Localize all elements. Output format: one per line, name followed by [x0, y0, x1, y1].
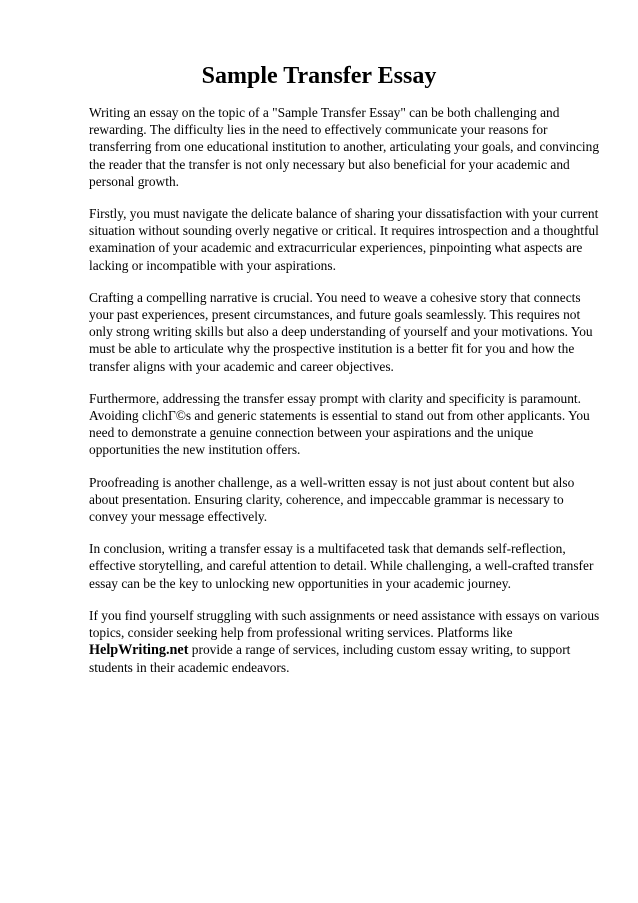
paragraph-proofreading: Proofreading is another challenge, as a well-written essay is not just about content but also about presentation. Ensuring clarity, coherence, and impeccable grammar is necessary to convey your message effectively. [89, 474, 575, 525]
helpwriting-link[interactable]: HelpWriting.net [89, 642, 189, 659]
paragraph-help [89, 607, 601, 677]
paragraph-conclusion: In conclusion, writing a transfer essay is a multifaceted task that demands self-reflection, effective storytelling, and careful attention to detail. While challenging, a well-crafted transfer essay can be the key to unlocking new opportunities in your academic journey. [89, 541, 594, 591]
paragraph-narrative: Crafting a compelling narrative is crucial. You need to weave a cohesive story that connects your past experiences, present circumstances, and future goals seamlessly. This requires not only strong writing skills but also a deep understanding of yourself and your motivations. You must be able to articulate why the prospective institution is a better fit for you and how the transfer aligns with your academic and career objectives. [89, 289, 593, 374]
paragraph-firstly: Firstly, you must navigate the delicate balance of sharing your dissatisfaction with your current situation without sounding overly negative or critical. It requires introspection and a thoughtful examination of your academic and extracurricular experiences, pinpointing what aspects are lacking or incompatible with your aspirations. [89, 206, 599, 273]
paragraph-help-after: provide a range of services, including custom essay writing, to support students in their academic endeavors. [89, 642, 571, 676]
paragraph-help-before: If you find yourself struggling with such assignments or need assistance with essays on various topics, consider seeking help from professional writing services. Platforms like [89, 607, 600, 641]
paragraph-intro: Writing an essay on the topic of a "Sample Transfer Essay" can be both challenging and rewarding. The difficulty lies in the need to effectively communicate your reasons for transferring from one educational institution to another, articulating your goals, and convincing the reader that the transfer is not only necessary but also beneficial for your academic and personal growth. [89, 105, 600, 189]
document-title: Sample Transfer Essay [201, 63, 437, 89]
document-body [89, 104, 601, 692]
paragraph-furthermore: Furthermore, addressing the transfer essay prompt with clarity and specificity is paramount. Avoiding clichГ©s and generic statements is essential to stand out from other applicants. You need to demonstrate a genuine connection between your aspirations and the unique opportunities the new institution offers. [89, 390, 590, 458]
